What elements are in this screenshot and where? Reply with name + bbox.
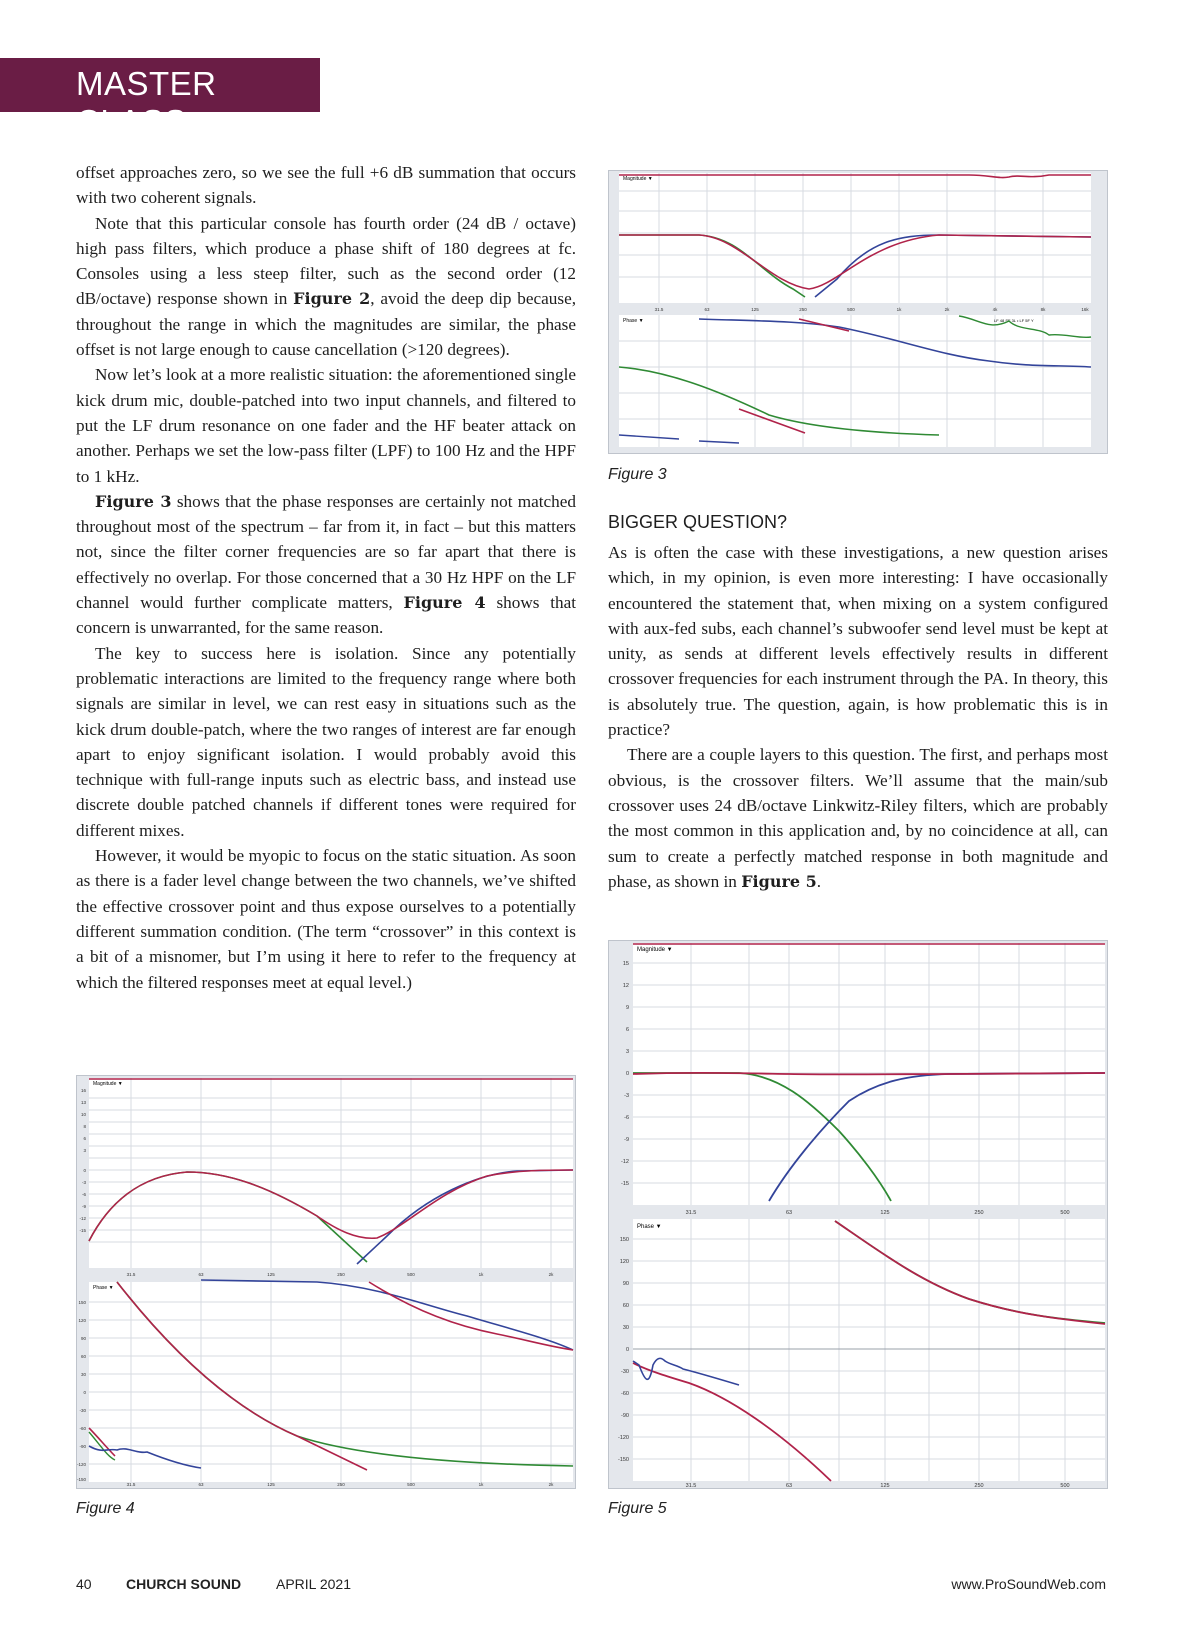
section-heading: BIGGER QUESTION? bbox=[608, 512, 788, 532]
figure-4-graph bbox=[76, 1075, 576, 1489]
svg-text:-60: -60 bbox=[79, 1426, 86, 1431]
article-column-right bbox=[608, 540, 1108, 894]
svg-text:250: 250 bbox=[974, 1210, 984, 1216]
svg-text:8: 8 bbox=[83, 1124, 86, 1129]
section-title: MASTER CLASS bbox=[76, 65, 217, 140]
svg-text:90: 90 bbox=[622, 1281, 629, 1287]
svg-text:1k: 1k bbox=[478, 1272, 484, 1277]
page-number: 40 bbox=[76, 1576, 92, 1592]
paragraph: offset approaches zero, so we see the full +6 dB summation that occurs with two coherent signals. bbox=[76, 163, 576, 208]
svg-text:31.5: 31.5 bbox=[685, 1210, 697, 1216]
svg-text:2k: 2k bbox=[548, 1482, 554, 1487]
figure-3-graph bbox=[608, 170, 1108, 454]
svg-text:63: 63 bbox=[785, 1483, 793, 1488]
fig3-tick: 1k bbox=[896, 307, 902, 312]
fig3-tick: 2k bbox=[944, 307, 950, 312]
svg-text:250: 250 bbox=[974, 1483, 984, 1488]
svg-text:150: 150 bbox=[78, 1300, 86, 1305]
svg-text:250: 250 bbox=[337, 1272, 345, 1277]
fig5-phase-title: Phase ▼ bbox=[637, 1224, 662, 1230]
svg-text:-15: -15 bbox=[79, 1228, 86, 1233]
svg-text:-3: -3 bbox=[624, 1093, 629, 1099]
figure-4-caption: Figure 4 bbox=[76, 1500, 135, 1517]
svg-text:3: 3 bbox=[625, 1049, 629, 1055]
svg-text:60: 60 bbox=[80, 1354, 86, 1359]
svg-text:125: 125 bbox=[267, 1482, 275, 1487]
figure-2-reference: Figure 2 bbox=[293, 289, 371, 309]
svg-text:90: 90 bbox=[80, 1336, 86, 1341]
svg-text:-120: -120 bbox=[77, 1462, 86, 1467]
figure-5-reference: Figure 5 bbox=[741, 871, 817, 891]
svg-text:-3: -3 bbox=[81, 1180, 86, 1185]
svg-text:-150: -150 bbox=[77, 1477, 86, 1482]
figure-3-reference: Figure 3 bbox=[95, 491, 172, 511]
svg-text:6: 6 bbox=[625, 1027, 629, 1033]
svg-text:500: 500 bbox=[407, 1272, 415, 1277]
paragraph: Now let’s look at a more realistic situation: the aforementioned single kick drum mic, double-patched into two input channels, and filtered to put the LF drum resonance on one fader and the HF beater attack on another. Perhaps we set the low-pass filter (LPF) to 100 Hz and the HPF to 1 kHz. bbox=[76, 365, 576, 486]
svg-text:500: 500 bbox=[1060, 1210, 1070, 1216]
svg-text:3: 3 bbox=[83, 1148, 86, 1153]
svg-text:-9: -9 bbox=[81, 1204, 86, 1209]
svg-text:0: 0 bbox=[625, 1347, 629, 1353]
fig3-tick: 250 bbox=[799, 307, 807, 312]
fig4-magnitude-title: Magnitude ▼ bbox=[93, 1081, 123, 1087]
svg-text:9: 9 bbox=[625, 1005, 629, 1011]
fig3-tick: 8k bbox=[1040, 307, 1046, 312]
fig3-legend: LF 48 SF 3L • LF 5F Y bbox=[994, 318, 1034, 323]
section-banner bbox=[0, 58, 320, 140]
paragraph: There are a couple layers to this question. The first, and perhaps most obvious, is the crossover filters. We’ll assume that the main/sub crossover uses 24 dB/octave Linkwitz-Riley filters, which are probably the most common in this application and, by no coincidence at all, can sum to create a perfectly matched response in both magnitude and phase, as shown in Figure 5. bbox=[608, 745, 1108, 891]
svg-text:31.5: 31.5 bbox=[126, 1482, 136, 1487]
website-link[interactable]: www.ProSoundWeb.com bbox=[951, 1576, 1106, 1592]
svg-text:120: 120 bbox=[78, 1318, 86, 1323]
figure-4-reference: Figure 4 bbox=[403, 593, 486, 613]
svg-text:30: 30 bbox=[80, 1372, 86, 1377]
fig3-tick: 63 bbox=[704, 307, 710, 312]
paragraph: The key to success here is isolation. Since any potentially problematic interactions are limited to the frequency range where both signals are similar in level, we can rest easy in situations such as the kick drum double-patch, where the two ranges of interest are far enough apart to enjoy significant isolation. I would probably avoid this technique with full-range inputs such as electric bass, and instead use discrete double patched channels if different tones were required for different mixes. bbox=[76, 643, 576, 840]
svg-text:-150: -150 bbox=[617, 1457, 629, 1463]
svg-text:125: 125 bbox=[880, 1210, 890, 1216]
svg-text:12: 12 bbox=[622, 983, 629, 989]
paragraph: However, it would be myopic to focus on the static situation. As soon as there is a fader level change between the two channels, we’ve shifted the effective crossover point and thus expose ourselves to a potentially different summation condition. (The term “crossover” in this context is a bit of a misnomer, but I’m using it here to refer to the frequency at which the filtered responses meet at equal level.) bbox=[76, 846, 576, 992]
fig3-tick: 16k bbox=[1081, 307, 1089, 312]
svg-text:63: 63 bbox=[198, 1482, 204, 1487]
svg-text:-6: -6 bbox=[624, 1115, 629, 1121]
fig3-tick: 500 bbox=[847, 307, 855, 312]
svg-text:31.5: 31.5 bbox=[685, 1483, 697, 1488]
svg-text:1k: 1k bbox=[478, 1482, 484, 1487]
paragraph: Note that this particular console has fourth order (24 dB / octave) high pass filters, which produce a phase shift of 180 degrees at fc. Consoles using a less steep filter, such as the second order (12 dB/octave) response shown in Figure 2, avoid the deep dip because, throughout the range in which the magnitudes are similar, the phase offset is not large enough to cause cancellation (>120 degrees). bbox=[76, 213, 576, 360]
figure-5-graph bbox=[608, 940, 1108, 1489]
svg-text:-15: -15 bbox=[621, 1181, 629, 1187]
svg-text:150: 150 bbox=[619, 1237, 629, 1243]
svg-text:500: 500 bbox=[407, 1482, 415, 1487]
fig3-tick: 4k bbox=[992, 307, 998, 312]
svg-text:13: 13 bbox=[80, 1100, 86, 1105]
svg-text:63: 63 bbox=[198, 1272, 204, 1277]
svg-text:-12: -12 bbox=[621, 1159, 629, 1165]
fig3-phase-title: Phase ▼ bbox=[623, 318, 644, 324]
svg-text:60: 60 bbox=[622, 1303, 629, 1309]
svg-text:16: 16 bbox=[80, 1088, 86, 1093]
fig3-tick: 31.5 bbox=[654, 307, 664, 312]
svg-text:-90: -90 bbox=[79, 1444, 86, 1449]
svg-text:-120: -120 bbox=[617, 1435, 629, 1441]
figure-3-caption: Figure 3 bbox=[608, 466, 667, 483]
svg-text:-6: -6 bbox=[81, 1192, 86, 1197]
svg-text:250: 250 bbox=[337, 1482, 345, 1487]
svg-text:-60: -60 bbox=[621, 1391, 629, 1397]
svg-text:30: 30 bbox=[622, 1325, 629, 1331]
svg-text:10: 10 bbox=[80, 1112, 86, 1117]
svg-text:6: 6 bbox=[83, 1136, 86, 1141]
svg-text:-90: -90 bbox=[621, 1413, 629, 1419]
svg-text:2k: 2k bbox=[548, 1272, 554, 1277]
fig5-magnitude-title: Magnitude ▼ bbox=[637, 947, 673, 953]
svg-text:-30: -30 bbox=[621, 1369, 629, 1375]
paragraph: As is often the case with these investigations, a new question arises which, in my opinion, is even more interesting: I have occasionally encountered the statement that, when mixing on a system configured with aux-fed subs, each channel’s subwoofer send level must be kept at unity, as sends at different levels effectively results in different crossover frequencies for each instrument through the PA. In theory, this is absolutely true. The question, again, is how problematic this is in practice? bbox=[608, 543, 1108, 740]
svg-text:120: 120 bbox=[619, 1259, 629, 1265]
article-column-left bbox=[76, 160, 576, 995]
paragraph: Figure 3 shows that the phase responses are certainly not matched throughout most of the spectrum – far from it, in fact – but this matters not, since the filter corner frequencies are so far apart that there is effectively no overlap. For those concerned that a 30 Hz HPF on the LF channel would further complicate matters, Figure 4 shows that concern is unwarranted, for the same reason. bbox=[76, 491, 576, 638]
svg-text:-9: -9 bbox=[624, 1137, 629, 1143]
svg-text:31.5: 31.5 bbox=[126, 1272, 136, 1277]
magazine-name: CHURCH SOUND bbox=[126, 1576, 242, 1592]
svg-text:125: 125 bbox=[267, 1272, 275, 1277]
issue-date: APRIL 2021 bbox=[276, 1576, 351, 1592]
svg-text:15: 15 bbox=[622, 961, 629, 967]
svg-text:63: 63 bbox=[785, 1210, 793, 1216]
svg-text:0: 0 bbox=[625, 1071, 629, 1077]
figure-5-caption: Figure 5 bbox=[608, 1500, 667, 1517]
svg-text:500: 500 bbox=[1060, 1483, 1070, 1488]
fig4-phase-title: Phase ▼ bbox=[93, 1285, 114, 1291]
svg-text:125: 125 bbox=[880, 1483, 890, 1488]
svg-text:0: 0 bbox=[83, 1390, 86, 1395]
svg-text:0: 0 bbox=[83, 1168, 86, 1173]
fig3-magnitude-title: Magnitude ▼ bbox=[623, 176, 653, 182]
svg-text:-30: -30 bbox=[79, 1408, 86, 1413]
svg-text:-12: -12 bbox=[79, 1216, 86, 1221]
fig3-tick: 125 bbox=[751, 307, 759, 312]
